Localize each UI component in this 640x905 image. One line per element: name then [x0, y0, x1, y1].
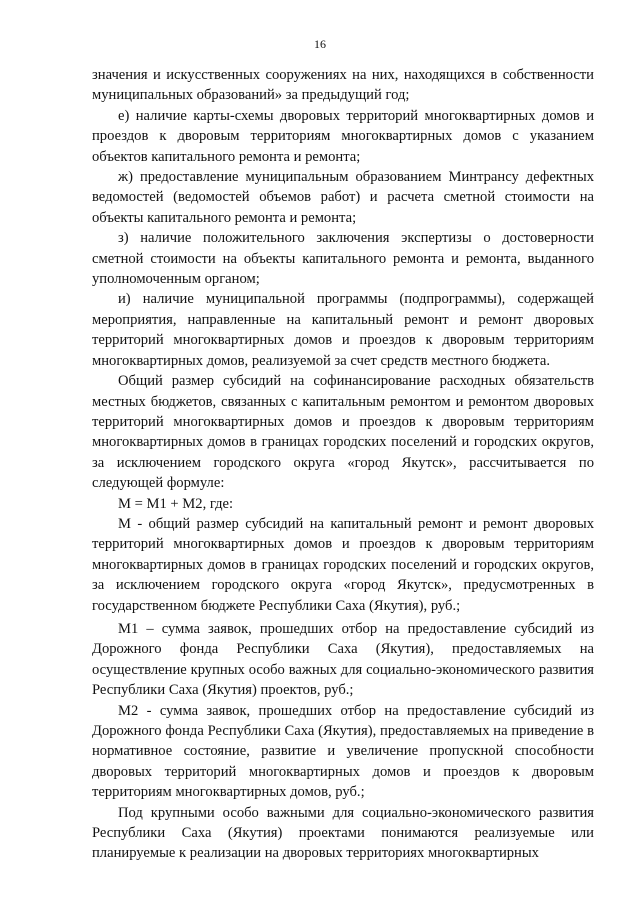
paragraph-projects-definition: Под крупными особо важными для социально-экономического развития Республики Саха (Якутия) проектами понимаются реализуемые или планируемые к реализации на дворовых территориях многоквартирных	[92, 804, 594, 862]
paragraph-definition-m2: М2 - сумма заявок, прошедших отбор на предоставление субсидий из Дорожного фонда Республики Саха (Якутия), предоставляемых на приведение в нормативное состояние, развитие и увеличение пропускной способности дворовых территорий многоквартирных домов и проездов к дворовым территориям многоквартирных домов, руб.;	[92, 702, 594, 801]
paragraph-item-e: е) наличие карты-схемы дворовых территорий многоквартирных домов и проездов к дворовым территориям многоквартирных домов с указанием объектов капитального ремонта и ремонта;	[92, 107, 594, 165]
document-body	[92, 65, 594, 864]
paragraph-continuation: значения и искусственных сооружениях на них, находящихся в собственности муниципальных образований» за предыдущий год;	[92, 67, 594, 104]
paragraph-formula: М = М1 + М2, где:	[118, 495, 234, 512]
page-number: 16	[314, 37, 326, 51]
paragraph-item-zh: ж) предоставление муниципальным образованием Минтрансу дефектных ведомостей (ведомостей объемов работ) и расчета сметной стоимости на объекты капитального ремонта и ремонта;	[92, 169, 594, 226]
paragraph-item-i: и) наличие муниципальной программы (подпрограммы), содержащей мероприятия, направленные на капитальный ремонт и ремонт дворовых территорий многоквартирных домов и проездов к дворовым территориям многоквартирных домов, реализуемой за счет средств местного бюджета.	[92, 291, 594, 369]
paragraph-item-z: з) наличие положительного заключения экспертизы о достоверности сметной стоимости на объекты капитального ремонта и ремонта, выданного уполномоченным органом;	[92, 230, 594, 288]
paragraph-subsidy-total: Общий размер субсидий на софинансирование расходных обязательств местных бюджетов, связанных с капитальным ремонтом и ремонтом дворовых территорий многоквартирных домов и проездов к дворовым территориям многоквартирных домов в границах городских поселений и городских округов, за исключением городского округа «город Якутск», рассчитывается по следующей формуле:	[92, 373, 594, 492]
paragraph-definition-m1: М1 – сумма заявок, прошедших отбор на предоставление субсидий из Дорожного фонда Республики Саха (Якутия), предоставляемых на осуществление крупных особо важных для социально-экономического развития Республики Саха (Якутия) проектов, руб.;	[92, 620, 594, 699]
paragraph-definition-m: М - общий размер субсидий на капитальный ремонт и ремонт дворовых территорий многоквартирных домов и проездов к дворовым территориям многоквартирных домов в границах городских поселений и городских округов, за исключением городского округа «город Якутск», предусмотренных в государственном бюджете Республики Саха (Якутия), руб.;	[92, 515, 594, 614]
